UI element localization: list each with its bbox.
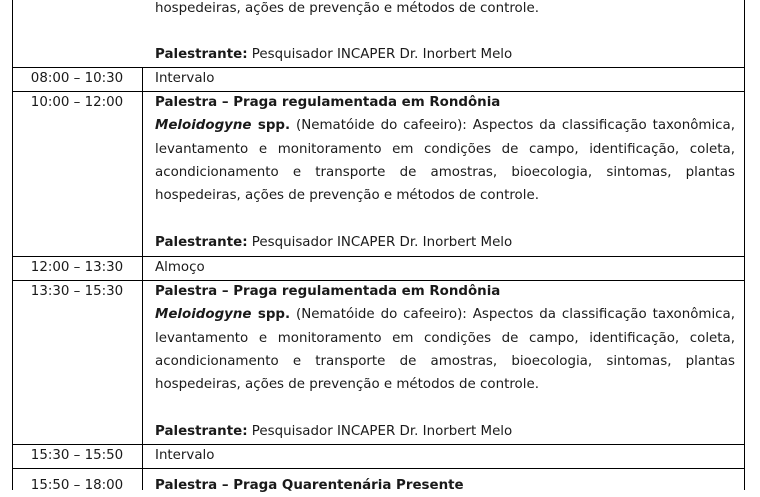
column-divider — [142, 67, 143, 490]
description-line: hospedeiras, ações de prevenção e métodos de controle. — [155, 188, 539, 203]
description-line: hospedeiras, ações de prevenção e métodos de controle. — [155, 1, 539, 16]
description-line: Meloidogyne spp. (Nematóide do cafeeiro): Aspectos da classificação taxonômica, — [155, 307, 736, 322]
pest-name: Meloidogyne — [155, 307, 252, 322]
speaker-line — [155, 43, 735, 66]
activity-cell: Intervalo — [155, 448, 215, 463]
description-line: acondicionamento e transporte de amostras, bioecologia, sintomas, plantas — [155, 354, 735, 369]
description-line: acondicionamento e transporte de amostras, bioecologia, sintomas, plantas — [155, 165, 735, 180]
speaker-line — [155, 231, 735, 254]
speaker-name: Pesquisador INCAPER Dr. Inorbert Melo — [247, 424, 513, 439]
time-cell: 13:30 – 15:30 — [30, 284, 124, 299]
speaker-label: Palestrante: — [155, 47, 248, 62]
time-cell: 12:00 – 13:30 — [30, 260, 124, 275]
description-line: levantamento e monitoramento em condições de campo, identificação, coleta, — [155, 142, 735, 157]
time-cell: 10:00 – 12:00 — [30, 95, 124, 110]
description-line: levantamento e monitoramento em condições de campo, identificação, coleta, — [155, 331, 735, 346]
talk-title: Palestra – Praga regulamentada em Rondônia — [155, 284, 501, 299]
speaker-label: Palestrante: — [155, 235, 248, 250]
speaker-line — [155, 420, 735, 443]
time-cell: 15:50 – 18:00 — [30, 478, 124, 493]
time-cell: 15:30 – 15:50 — [30, 448, 124, 463]
pest-name: Meloidogyne — [155, 118, 252, 133]
talk-title: Palestra – Praga regulamentada em Rondônia — [155, 95, 501, 110]
activity-cell: Intervalo — [155, 71, 215, 86]
speaker-name: Pesquisador INCAPER Dr. Inorbert Melo — [247, 47, 513, 62]
description-line: Meloidogyne spp. (Nematóide do cafeeiro): Aspectos da classificação taxonômica, — [155, 118, 736, 133]
talk-title: Palestra – Praga Quarentenária Presente — [155, 478, 464, 493]
row-divider — [12, 468, 745, 469]
table-border-right — [744, 0, 745, 490]
description-line: hospedeiras, ações de prevenção e métodos de controle. — [155, 377, 539, 392]
speaker-name: Pesquisador INCAPER Dr. Inorbert Melo — [247, 235, 513, 250]
activity-cell: Almoço — [155, 260, 205, 275]
speaker-label: Palestrante: — [155, 424, 248, 439]
time-cell: 08:00 – 10:30 — [30, 71, 124, 86]
